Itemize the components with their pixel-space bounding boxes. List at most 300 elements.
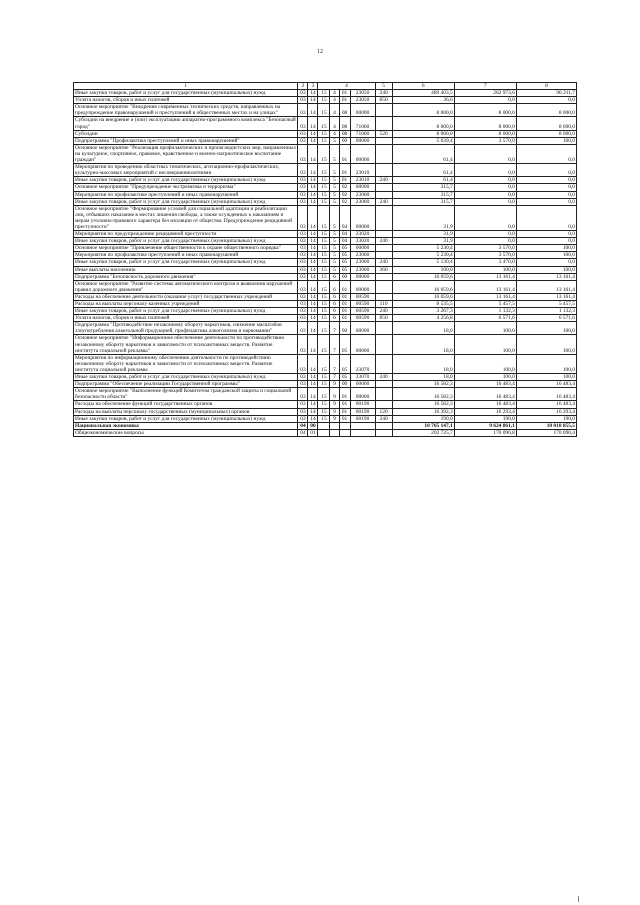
code-subprogram: 4 [330,104,339,117]
amount-col7: 8 000,0 [454,130,516,137]
amount-col6: 4 256,8 [392,315,454,322]
code-subsection: 14 [308,273,318,280]
code-section: 03 [298,205,308,230]
code-section: 03 [298,293,308,300]
code-program: 15 [318,354,330,373]
code-subprogram: 5 [330,137,339,144]
code-subsection: 14 [308,259,318,266]
code-subprogram: 7 [330,335,339,354]
code-measure: 08 [339,117,350,130]
code-program: 15 [318,130,330,137]
code-subprogram: 6 [330,315,339,322]
header-cell-8: 8 [516,83,576,90]
amount-col8: 0,0 [516,205,576,230]
amount-col6: 202 725,7 [392,429,454,436]
code-measure: 00 [339,381,350,388]
code-program: 15 [318,137,330,144]
row-name: Расходы на выплаты персоналу казенных учреждений [74,301,298,308]
code-program: 15 [318,293,330,300]
code-expense-type: 240 [375,238,392,245]
code-expense-type [375,184,392,191]
scan-mark [578,896,581,902]
code-section: 03 [298,273,308,280]
amount-col7: 9 624 861,1 [454,422,516,429]
code-measure: 05 [339,354,350,373]
code-subsection: 14 [308,184,318,191]
code-subprogram: 4 [330,117,339,130]
amount-col7: 8 000,0 [454,104,516,117]
amount-col6: 36,6 [392,97,454,104]
code-measure: 01 [339,164,350,177]
code-subprogram: 9 [330,388,339,401]
code-program: 15 [318,231,330,238]
table-row [74,205,577,230]
code-subsection: 14 [308,293,318,300]
row-name: Уплата налогов, сборов и иных платежей [74,315,298,322]
code-subsection: 14 [308,401,318,408]
code-measure: 05 [339,259,350,266]
code-section: 03 [298,322,308,335]
code-subprogram: 6 [330,308,339,315]
code-expense-type: 240 [375,90,392,97]
code-subsection: 14 [308,137,318,144]
code-direction: 00000 [350,104,375,117]
amount-col7: 262 973,6 [454,90,516,97]
amount-col6: 315,7 [392,191,454,198]
code-direction: 23070 [350,374,375,381]
code-expense-type [375,401,392,408]
code-subprogram: 9 [330,401,339,408]
amount-col8: 0,0 [516,177,576,184]
code-measure: 01 [339,415,350,422]
code-measure: 01 [339,90,350,97]
code-program: 15 [318,238,330,245]
code-section: 03 [298,335,308,354]
table-row [74,130,577,137]
code-expense-type [375,280,392,293]
code-section: 04 [298,429,308,436]
code-program: 15 [318,280,330,293]
amount-col6: 3 267,3 [392,308,454,315]
amount-col6: 16 582,3 [392,401,454,408]
code-subsection: 14 [308,315,318,322]
code-direction: 23050 [350,97,375,104]
row-name: Основное мероприятие "Внедрение современных технических средств, направленных на предупреждение правонарушений и преступлений в общественных местах и на улицах" [74,104,298,117]
amount-col6: 16 059,6 [392,273,454,280]
amount-col6: 18,0 [392,335,454,354]
amount-col7: 16 483,4 [454,401,516,408]
code-section: 04 [298,422,308,429]
code-expense-type [375,293,392,300]
amount-col6: 10 765 147,1 [392,422,454,429]
code-section: 03 [298,308,308,315]
code-expense-type [375,191,392,198]
amount-col7: 190,0 [454,415,516,422]
amount-col8: 1 132,3 [516,308,576,315]
header-cell-1: 1 [74,83,298,90]
amount-col7: 1 132,3 [454,308,516,315]
code-program: 15 [318,90,330,97]
row-name: Иные выплаты населению [74,266,298,273]
amount-col7: 3 570,0 [454,137,516,144]
amount-col8: 8 000,0 [516,104,576,117]
amount-col8: 0,0 [516,144,576,163]
table-row [74,90,577,97]
amount-col7: 0,0 [454,205,516,230]
row-name: Иные закупки товаров, работ и услуг для государственных (муниципальных) нужд [74,177,298,184]
code-measure: 02 [339,184,350,191]
amount-col8: 100,0 [516,266,576,273]
code-direction [350,429,375,436]
code-subsection: 14 [308,245,318,252]
amount-col8: 0,0 [516,184,576,191]
code-direction: 00190 [350,415,375,422]
table-row [74,408,577,415]
code-subprogram: 5 [330,191,339,198]
row-name: Иные закупки товаров, работ и услуг для государственных (муниципальных) нужд [74,308,298,315]
table-row [74,401,577,408]
row-name: Основное мероприятие "Предупреждение экстремизма и терроризма" [74,184,298,191]
amount-col7: 5 457,5 [454,301,516,308]
table-row [74,245,577,252]
amount-col7: 0,0 [454,97,516,104]
code-measure: 01 [339,301,350,308]
code-direction: 23010 [350,177,375,184]
code-program: 15 [318,408,330,415]
code-program: 15 [318,335,330,354]
code-subprogram: 6 [330,280,339,293]
code-measure: 00 [339,273,350,280]
code-program: 15 [318,205,330,230]
amount-col6: 5 230,4 [392,252,454,259]
row-name: Подпрограмма "Безопасность дорожного движения" [74,273,298,280]
code-section: 03 [298,117,308,130]
code-measure: 05 [339,266,350,273]
row-name: Мероприятия по информационному обеспечению деятельности по противодействию незаконному обороту наркотиков и зависимости от психоактивных веществ. Развитие института социальной рекламы [74,354,298,373]
code-direction: 23060 [350,198,375,205]
code-section: 03 [298,315,308,322]
row-name: Иные закупки товаров, работ и услуг для государственных (муниципальных) нужд [74,238,298,245]
amount-col7: 8 000,0 [454,117,516,130]
code-subprogram: 7 [330,322,339,335]
amount-col6: 8 535,5 [392,301,454,308]
table-row [74,104,577,117]
amount-col6: 315,7 [392,198,454,205]
amount-col8: 13 161,4 [516,273,576,280]
code-program: 15 [318,266,330,273]
amount-col7: 0,0 [454,144,516,163]
code-direction: 23060 [350,266,375,273]
code-measure: 04 [339,238,350,245]
code-section: 03 [298,231,308,238]
code-measure: 00 [339,137,350,144]
row-name: Основное мероприятие "Формирование условий для социальной адаптации и реабилитации лиц, отбывших наказание в местах лишения свободы, а также осужденных к наказаниям и мерам уголовно-правового характера без изоляции от общества. Предупреждение рецидивной преступности" [74,205,298,230]
amount-col7: 16 293,4 [454,408,516,415]
code-expense-type: 850 [375,97,392,104]
code-direction: 00590 [350,293,375,300]
table-row [74,259,577,266]
code-program: 15 [318,381,330,388]
table-row [74,137,577,144]
code-subprogram: 6 [330,293,339,300]
code-measure: 05 [339,374,350,381]
row-name: Национальная экономика [74,422,298,429]
code-subprogram [330,429,339,436]
code-section: 03 [298,374,308,381]
amount-col8: 10 018 855,5 [516,422,576,429]
amount-col8: 190,0 [516,415,576,422]
table-row [74,315,577,322]
code-section: 03 [298,415,308,422]
code-subprogram: 5 [330,164,339,177]
amount-col8: 100,0 [516,335,576,354]
row-name: Мероприятия по проведению областных тематических, агитационно-профилактических, культурно-массовых мероприятий с несовершеннолетними [74,164,298,177]
code-section: 03 [298,191,308,198]
code-direction: 23060 [350,252,375,259]
row-name: Мероприятия по предупреждению рецидивной преступности [74,231,298,238]
code-section: 03 [298,137,308,144]
code-subsection: 14 [308,238,318,245]
amount-col8: 100,0 [516,354,576,373]
code-section: 03 [298,252,308,259]
code-section: 03 [298,177,308,184]
code-program: 15 [318,184,330,191]
code-subprogram: 5 [330,259,339,266]
amount-col7: 100,0 [454,335,516,354]
row-name: Подпрограмма "Профилактика преступлений и иных правонарушений" [74,137,298,144]
amount-col6: 8 000,0 [392,117,454,130]
header-cell-7: 7 [454,83,516,90]
amount-col8: 0,0 [516,191,576,198]
code-section: 03 [298,238,308,245]
code-program: 15 [318,322,330,335]
code-direction: 23070 [350,354,375,373]
code-program: 15 [318,164,330,177]
code-program: 15 [318,374,330,381]
code-expense-type [375,388,392,401]
code-measure: 01 [339,308,350,315]
code-direction: 00590 [350,315,375,322]
table-row [74,335,577,354]
code-subprogram: 9 [330,415,339,422]
code-program: 15 [318,245,330,252]
code-expense-type [375,335,392,354]
code-subsection: 14 [308,335,318,354]
amount-col7: 100,0 [454,322,516,335]
amount-col7: 0,0 [454,164,516,177]
code-program: 15 [318,252,330,259]
amount-col7: 0,0 [454,177,516,184]
code-direction: 23020 [350,238,375,245]
row-name: Основное мероприятие "Информационное обеспечение деятельности по противодействию незаконному обороту наркотиков и зависимости от психоактивных веществ. Развитие института социальной рекламы" [74,335,298,354]
code-direction: 71060 [350,130,375,137]
code-direction: 00000 [350,280,375,293]
amount-col6: 315,7 [392,184,454,191]
table-row [74,238,577,245]
code-subsection: 14 [308,104,318,117]
row-name: Иные закупки товаров, работ и услуг для государственных (муниципальных) нужд [74,374,298,381]
row-name: Основное мероприятие "Выполнение функций Комитетом гражданской защиты и социальной безопасности области" [74,388,298,401]
amount-col8: 100,0 [516,322,576,335]
code-subsection: 14 [308,308,318,315]
amount-col8: 16 483,4 [516,381,576,388]
table-row [74,293,577,300]
code-program: 15 [318,401,330,408]
code-expense-type [375,322,392,335]
amount-col7: 13 161,4 [454,273,516,280]
amount-col7: 0,0 [454,238,516,245]
budget-table [73,82,577,437]
code-measure: 01 [339,315,350,322]
table-row [74,429,577,436]
table-row [74,280,577,293]
code-measure: 02 [339,191,350,198]
code-subsection: 14 [308,191,318,198]
amount-col8: 96 211,7 [516,90,576,97]
row-name: Расходы на обеспечение деятельности (оказание услуг) государственных учреждений [74,293,298,300]
code-subprogram: 9 [330,381,339,388]
amount-col7: 170 096,8 [454,429,516,436]
amount-col6: 100,0 [392,266,454,273]
row-name: Мероприятия по профилактике преступлений и иных правонарушений [74,252,298,259]
code-subprogram: 5 [330,231,339,238]
code-section: 03 [298,144,308,163]
amount-col7: 0,0 [454,198,516,205]
row-name: Общеэкономические вопросы [74,429,298,436]
code-direction: 00000 [350,144,375,163]
row-name: Мероприятия по профилактике преступлений и иных правонарушений [74,191,298,198]
code-program [318,429,330,436]
amount-col8: 16 483,4 [516,401,576,408]
code-measure: 01 [339,293,350,300]
code-direction: 23010 [350,164,375,177]
code-subsection: 14 [308,280,318,293]
code-subsection: 14 [308,164,318,177]
row-name: Субсидии на внедрение и (или) эксплуатацию аппаратно-программного комплекса "Безопасный город" [74,117,298,130]
table-row [74,231,577,238]
code-program: 15 [318,97,330,104]
code-direction: 00000 [350,273,375,280]
code-measure: 01 [339,97,350,104]
code-measure: 01 [339,280,350,293]
amount-col6: 16 582,3 [392,381,454,388]
code-direction: 00190 [350,401,375,408]
code-measure: 08 [339,130,350,137]
code-direction: 00000 [350,137,375,144]
row-name: Субсидии [74,130,298,137]
code-expense-type [375,137,392,144]
code-section: 03 [298,301,308,308]
row-name: Расходы на выплаты персоналу государственных (муниципальных) органов [74,408,298,415]
code-measure: 05 [339,245,350,252]
code-expense-type [375,252,392,259]
row-name: Основное мероприятие "Реализация профилактических и пропагандистских мер, направленных на культурное, спортивное, правовое, нравственное и военно-патриотическое воспитание граждан" [75,144,297,164]
amount-col6: 5 230,4 [392,245,454,252]
code-expense-type: 520 [375,130,392,137]
amount-col6: 18,0 [392,322,454,335]
code-subsection: 14 [308,266,318,273]
code-subprogram: 5 [330,205,339,230]
row-name: Расходы на обеспечение функций государственных органов [74,401,298,408]
code-subsection: 01 [308,429,318,436]
amount-col6: 31,9 [392,231,454,238]
code-direction: 23060 [350,191,375,198]
code-subprogram: 5 [330,245,339,252]
row-name: Иные закупки товаров, работ и услуг для государственных (муниципальных) нужд [74,259,298,266]
code-expense-type [375,164,392,177]
header-cell-4: 4 [318,83,375,90]
code-subsection: 14 [308,322,318,335]
code-subsection: 14 [308,381,318,388]
code-section: 03 [298,245,308,252]
code-measure: 01 [339,408,350,415]
code-expense-type [375,231,392,238]
header-cell-6: 6 [392,83,454,90]
amount-col7: 0,0 [454,231,516,238]
amount-col6: 18,0 [392,374,454,381]
code-expense-type [375,273,392,280]
code-subsection: 14 [308,198,318,205]
code-subprogram: 4 [330,130,339,137]
code-expense-type [375,117,392,130]
table-row [74,422,577,429]
table-row [74,164,577,177]
code-subprogram: 7 [330,374,339,381]
amount-col8: 100,0 [516,137,576,144]
code-expense-type: 240 [375,259,392,266]
code-program: 15 [318,177,330,184]
code-subsection: 14 [308,130,318,137]
code-section: 03 [298,266,308,273]
code-subprogram: 9 [330,408,339,415]
code-subsection: 00 [308,422,318,429]
code-expense-type: 360 [375,266,392,273]
code-section: 03 [298,198,308,205]
table-body [74,90,577,437]
header-row [74,83,577,90]
code-program [318,422,330,429]
code-measure: 01 [339,144,350,163]
code-program: 15 [318,308,330,315]
code-section: 03 [298,401,308,408]
amount-col6: 190,0 [392,415,454,422]
code-measure: 04 [339,231,350,238]
code-direction: 00000 [350,322,375,335]
amount-col7: 3 570,0 [454,245,516,252]
code-subprogram: 5 [330,238,339,245]
code-measure: 05 [339,252,350,259]
amount-col7: 100,0 [454,266,516,273]
table-row [74,177,577,184]
code-expense-type: 240 [375,308,392,315]
amount-col7: 0,0 [454,184,516,191]
header-cell-3: 3 [308,83,318,90]
code-direction: 00000 [350,205,375,230]
table-row [74,388,577,401]
code-section: 03 [298,381,308,388]
code-subsection: 14 [308,177,318,184]
code-measure [339,422,350,429]
code-expense-type: 850 [375,315,392,322]
code-direction [350,422,375,429]
code-subprogram: 5 [330,144,339,163]
amount-col8: 16 483,4 [516,388,576,401]
code-program: 15 [318,273,330,280]
code-section: 03 [298,280,308,293]
table-row [74,266,577,273]
code-measure: 04 [339,205,350,230]
code-expense-type: 120 [375,408,392,415]
